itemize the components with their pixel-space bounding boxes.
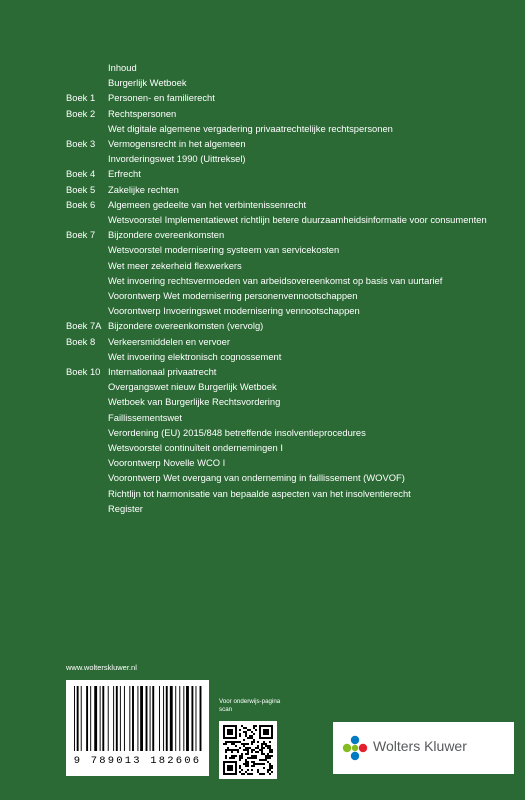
toc-title: Wetsvoorstel continuïteit ondernemingen I bbox=[108, 442, 283, 454]
toc-book-label bbox=[66, 273, 108, 288]
isbn-barcode-panel bbox=[66, 680, 209, 776]
toc-book-label bbox=[66, 379, 108, 394]
toc-title: Voorontwerp Novelle WCO I bbox=[108, 457, 226, 469]
toc-book-label bbox=[66, 410, 108, 425]
toc-title: Internationaal privaatrecht bbox=[108, 366, 217, 378]
toc-title: Verordening (EU) 2015/848 betreffende insolventieprocedures bbox=[108, 426, 366, 438]
toc-book-label: Boek 2 bbox=[66, 107, 96, 119]
toc-title: Overgangswet nieuw Burgerlijk Wetboek bbox=[108, 381, 277, 393]
toc-title: Wetboek van Burgerlijke Rechtsvordering bbox=[108, 396, 281, 408]
toc-title: Rechtspersonen bbox=[108, 107, 177, 119]
toc-row bbox=[66, 106, 506, 121]
logo-dot bbox=[351, 736, 359, 744]
logo-dot bbox=[359, 744, 367, 752]
toc-book-label: Boek 7 bbox=[66, 229, 96, 241]
toc-book-label bbox=[66, 288, 108, 303]
publisher-logo bbox=[333, 722, 514, 774]
toc-book-label bbox=[66, 60, 108, 75]
toc-row bbox=[66, 334, 506, 349]
toc-row bbox=[66, 90, 506, 105]
toc-title: Richtlijn tot harmonisatie van bepaalde aspecten van het insolventierecht bbox=[108, 487, 411, 499]
toc-title: Vermogensrecht in het algemeen bbox=[108, 138, 246, 150]
toc-book-label bbox=[66, 242, 108, 257]
toc-book-label bbox=[66, 455, 108, 470]
toc-row bbox=[66, 227, 506, 242]
qr-label: Voor onderwijs-pagina scan bbox=[219, 698, 281, 713]
toc-title: Burgerlijk Wetboek bbox=[108, 77, 187, 89]
logo-dot bbox=[352, 745, 358, 751]
toc-book-label bbox=[66, 349, 108, 364]
toc-row bbox=[66, 486, 506, 501]
toc-row bbox=[66, 197, 506, 212]
toc-title: Bijzondere overeenkomsten bbox=[108, 229, 225, 241]
toc-book-label: Boek 8 bbox=[66, 335, 96, 347]
toc-book-label: Boek 3 bbox=[66, 138, 96, 150]
toc-book-label bbox=[66, 303, 108, 318]
toc-book-label bbox=[66, 212, 108, 227]
toc-row bbox=[66, 136, 506, 151]
toc-book-label: Boek 10 bbox=[66, 366, 101, 378]
toc-row bbox=[66, 151, 506, 166]
toc-row bbox=[66, 501, 506, 516]
toc-row bbox=[66, 212, 506, 227]
toc-book-label bbox=[66, 470, 108, 485]
toc-title: Wet digitale algemene vergadering privaatrechtelijke rechtspersonen bbox=[108, 122, 393, 134]
toc-book-label: Boek 6 bbox=[66, 198, 96, 210]
toc-row bbox=[66, 75, 506, 90]
toc-book-label bbox=[66, 75, 108, 90]
toc-row bbox=[66, 303, 506, 318]
toc-row bbox=[66, 440, 506, 455]
logo-dot bbox=[351, 752, 359, 760]
toc-row bbox=[66, 364, 506, 379]
toc-row bbox=[66, 455, 506, 470]
wolters-kluwer-logo-icon bbox=[341, 734, 369, 762]
toc-title: Voorontwerp Wet overgang van onderneming in faillissement (WOVOF) bbox=[108, 472, 405, 484]
toc-title: Wetsvoorstel Implementatiewet richtlijn betere duurzaamheidsinformatie voor consumenten bbox=[108, 214, 487, 226]
toc-row bbox=[66, 121, 506, 136]
toc-book-label bbox=[66, 486, 108, 501]
toc-title: Verkeersmiddelen en vervoer bbox=[108, 335, 230, 347]
toc-title: Voorontwerp Wet modernisering personenvennootschappen bbox=[108, 290, 358, 302]
toc-row bbox=[66, 288, 506, 303]
toc-title: Personen- en familierecht bbox=[108, 92, 215, 104]
logo-wordmark: Wolters Kluwer bbox=[373, 738, 467, 754]
toc-row bbox=[66, 425, 506, 440]
toc-title: Faillissementswet bbox=[108, 411, 182, 423]
toc-title: Voorontwerp Invoeringswet modernisering vennootschappen bbox=[108, 305, 360, 317]
toc-row bbox=[66, 166, 506, 181]
toc-row bbox=[66, 273, 506, 288]
toc-book-label: Boek 5 bbox=[66, 183, 96, 195]
toc-title: Zakelijke rechten bbox=[108, 183, 179, 195]
toc-title: Wet invoering rechtsvermoeden van arbeidsovereenkomst op basis van uurtarief bbox=[108, 274, 443, 286]
toc-book-label: Boek 4 bbox=[66, 168, 96, 180]
toc-row bbox=[66, 182, 506, 197]
toc-row bbox=[66, 60, 506, 75]
toc-book-label bbox=[66, 121, 108, 136]
toc-book-label bbox=[66, 151, 108, 166]
toc-title: Register bbox=[108, 502, 143, 514]
toc-title: Wet invoering elektronisch cognossement bbox=[108, 350, 282, 362]
table-of-contents bbox=[66, 60, 506, 516]
qr-code-icon bbox=[223, 725, 273, 775]
toc-book-label bbox=[66, 425, 108, 440]
toc-row bbox=[66, 349, 506, 364]
toc-title: Invorderingswet 1990 (Uittreksel) bbox=[108, 153, 246, 165]
toc-row bbox=[66, 394, 506, 409]
toc-row bbox=[66, 410, 506, 425]
toc-book-label bbox=[66, 394, 108, 409]
logo-dot bbox=[343, 744, 351, 752]
toc-row bbox=[66, 318, 506, 333]
toc-book-label: Boek 1 bbox=[66, 92, 96, 104]
barcode-icon bbox=[72, 686, 203, 751]
isbn-number: 9 789013 182606 bbox=[73, 755, 202, 767]
qr-code-panel[interactable] bbox=[219, 721, 277, 779]
toc-book-label bbox=[66, 258, 108, 273]
toc-title: Inhoud bbox=[108, 62, 137, 73]
toc-book-label bbox=[66, 501, 108, 516]
toc-title: Algemeen gedeelte van het verbintenissenrecht bbox=[108, 198, 307, 210]
toc-book-label bbox=[66, 440, 108, 455]
toc-title: Wet meer zekerheid flexwerkers bbox=[108, 259, 242, 271]
toc-row bbox=[66, 258, 506, 273]
toc-row bbox=[66, 379, 506, 394]
toc-title: Wetsvoorstel modernisering systeem van servicekosten bbox=[108, 244, 340, 256]
toc-row bbox=[66, 470, 506, 485]
toc-row bbox=[66, 242, 506, 257]
toc-title: Erfrecht bbox=[108, 168, 141, 180]
publisher-url[interactable]: www.wolterskluwer.nl bbox=[66, 663, 137, 672]
toc-book-label: Boek 7A bbox=[66, 320, 102, 332]
toc-title: Bijzondere overeenkomsten (vervolg) bbox=[108, 320, 264, 332]
